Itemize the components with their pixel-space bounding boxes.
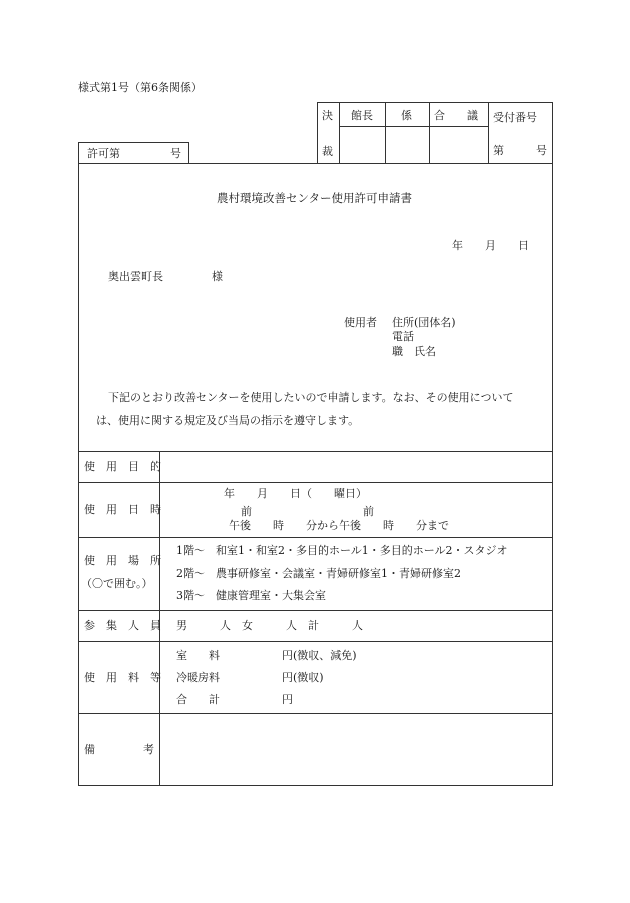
remarks-label-1: 備 [84, 743, 95, 756]
permit-row-top-border [78, 142, 188, 143]
header-mid-border-left [339, 126, 488, 127]
receipt-go: 号 [536, 144, 547, 157]
row-divider-6 [78, 713, 553, 714]
row-divider-1 [78, 451, 553, 452]
fee-room-value: 円(徴収、減免) [282, 649, 357, 662]
datetime-am-2: 前 [363, 505, 374, 518]
decision-top-label: 決 [322, 109, 333, 122]
place-label: 使 用 場 所 [84, 554, 161, 567]
attendees-label: 参 集 人 員 [84, 619, 161, 632]
main-left-border [78, 163, 79, 786]
place-floor-3: 3階～ 健康管理室・大集会室 [176, 589, 326, 602]
main-bottom-border [78, 785, 553, 786]
row-divider-5 [78, 641, 553, 642]
applicant-name: 職 氏名 [392, 345, 436, 358]
header-divider-3 [429, 102, 430, 163]
fee-label: 使 用 料 等 [84, 671, 161, 684]
addressee-suffix: 様 [212, 270, 223, 283]
datetime-date: 年 月 日（ 曜日） [224, 487, 367, 500]
fee-total-label: 合 計 [176, 693, 220, 706]
header-divider-1 [339, 102, 340, 163]
remarks-label-2: 考 [143, 743, 154, 756]
body-text-line2: は、使用に関する規定及び当局の指示を遵守します。 [96, 414, 360, 427]
main-right-border [552, 102, 553, 786]
place-floor-1: 1階～ 和室1・和室2・多目的ホール1・多目的ホール2・スタジオ [176, 544, 508, 557]
body-text-line1: 下記のとおり改善センターを使用したいので申請します。なお、その使用について [108, 391, 514, 404]
fee-room-label: 室 料 [176, 649, 220, 662]
header-top-border [317, 102, 553, 103]
datetime-time: 午後 時 分から午後 時 分まで [229, 519, 449, 532]
main-top-border [78, 163, 553, 164]
attendees-value: 男 人 女 人 計 人 [176, 619, 363, 632]
permit-no-suffix: 号 [170, 147, 181, 160]
form-title: 農村環境改善センター使用許可申請書 [217, 191, 413, 205]
fee-total-value: 円 [282, 693, 293, 706]
staff-column-label: 係 [401, 109, 412, 122]
applicant-label: 使用者 [344, 316, 377, 329]
addressee: 奥出雲町長 [108, 270, 163, 283]
row-divider-3 [78, 537, 553, 538]
fee-aircon-label: 冷暖房料 [176, 671, 220, 684]
decision-bottom-label: 裁 [322, 145, 333, 158]
purpose-label: 使 用 目 的 [84, 460, 161, 473]
datetime-am-1: 前 [241, 505, 252, 518]
header-left-border [317, 102, 318, 163]
receipt-dai: 第 [493, 144, 504, 157]
header-divider-4 [488, 102, 489, 163]
row-divider-4 [78, 610, 553, 611]
director-column-label: 館長 [351, 109, 373, 122]
row-divider-2 [78, 482, 553, 483]
place-label-note: （〇で囲む。） [81, 577, 153, 590]
header-divider-2 [385, 102, 386, 163]
datetime-label: 使 用 日 時 [84, 503, 161, 516]
receipt-number-label: 受付番号 [493, 111, 537, 124]
form-label: 様式第1号（第6条関係） [78, 81, 202, 94]
applicant-phone: 電話 [392, 330, 414, 343]
consult-column-label: 合 議 [434, 109, 478, 122]
permit-left-border [78, 142, 79, 163]
permit-no-prefix: 許可第 [87, 147, 120, 160]
place-floor-2: 2階～ 農事研修室・会議室・青婦研修室1・青婦研修室2 [176, 567, 461, 580]
date-line: 年 月 日 [452, 239, 529, 252]
fee-aircon-value: 円(徴収) [282, 671, 324, 684]
applicant-address: 住所(団体名) [392, 316, 456, 329]
permit-right-border [188, 142, 189, 163]
